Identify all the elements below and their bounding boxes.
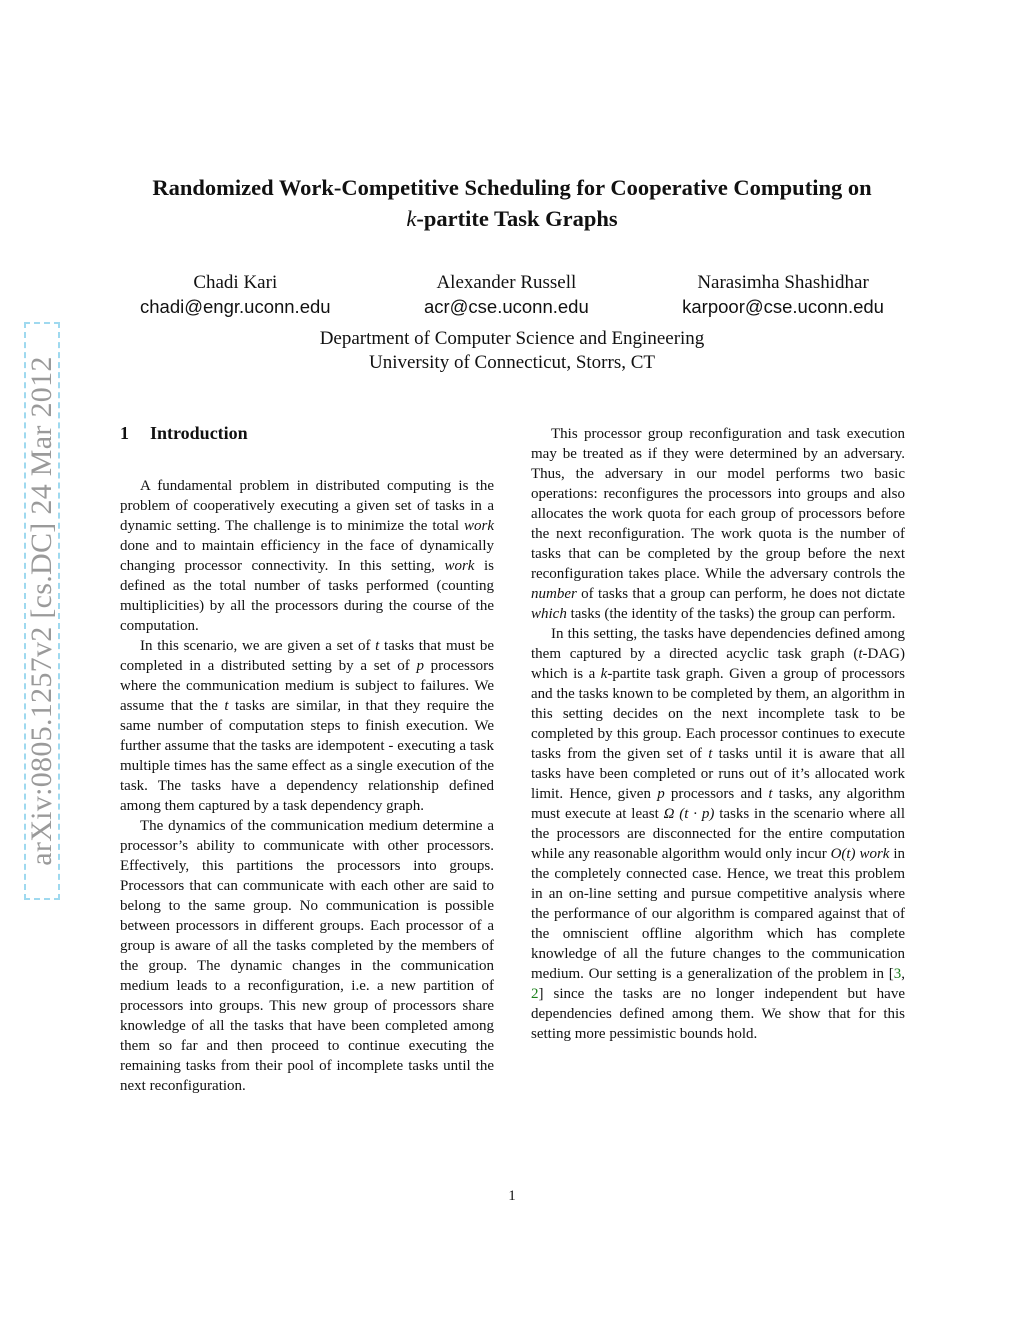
text-run: is defined as the total number of tasks performed (counting multiplicities) by all the processors during the course of the computation. (120, 558, 494, 634)
math-expression: Ω (t · p) (663, 806, 715, 822)
math-variable: p (657, 786, 665, 802)
title-line-1: Randomized Work-Competitive Scheduling for Cooperative Computing on (152, 175, 872, 200)
text-run: tasks are similar, in that they require the same number of computation steps to finish execution. We further assume that the tasks are idempotent - executing a task multiple times has the same effect as a single execution of the task. The tasks have a dependency relationship defined among them captured by a task dependency graph. (120, 698, 494, 814)
author-2 (424, 270, 589, 319)
text-run: tasks (the identity of the tasks) the group can perform. (566, 606, 896, 622)
section-heading (120, 421, 494, 445)
text-run: done and to maintain efficiency in the face of dynamically changing processor connectivity. In this setting, (120, 538, 494, 574)
math-variable: p (416, 658, 424, 674)
text-run: ] since the tasks are no longer independent but have dependencies defined among them. We show that for this setting more pessimistic bounds hold. (531, 986, 905, 1042)
author-list (140, 270, 884, 319)
paragraph (531, 624, 905, 1044)
arxiv-watermark (24, 322, 60, 900)
text-run: processors and (664, 786, 769, 802)
text-run: -DAG) which is a (531, 646, 905, 682)
author-email: karpoor@cse.uconn.edu (682, 296, 884, 317)
paragraph (531, 424, 905, 624)
text-run: tasks in the scenario where all the processors are disconnected for the entire computation while any reasonable algorithm would only incur (531, 806, 905, 862)
math-variable: t (768, 786, 773, 802)
text-run: of tasks that a group can perform, he does not dictate (576, 586, 905, 602)
author-1 (140, 270, 331, 319)
citation-link[interactable]: 2 (531, 986, 539, 1002)
emphasis: work (859, 846, 890, 862)
author-name: Alexander Russell (436, 272, 577, 293)
text-run: processors where the communication medium is subject to failures. We assume that the (120, 658, 494, 714)
math-variable: k (600, 666, 608, 682)
emphasis: work (444, 558, 475, 574)
emphasis: number (531, 586, 577, 602)
affiliation-university: University of Connecticut, Storrs, CT (368, 352, 656, 373)
affiliation-department: Department of Computer Science and Engineering (319, 328, 705, 349)
title-line-2-rest: -partite Task Graphs (416, 206, 618, 231)
author-3 (682, 270, 884, 319)
math-variable: t (224, 698, 229, 714)
author-email: acr@cse.uconn.edu (423, 296, 589, 317)
emphasis: work (464, 518, 494, 534)
citation-link[interactable]: 3 (893, 966, 902, 982)
text-run: , (901, 966, 905, 982)
math-expression: O(t) (830, 846, 856, 862)
section-title: Introduction (150, 423, 248, 443)
math-variable: t (858, 646, 863, 662)
page-number: 1 (508, 1188, 516, 1204)
paragraph (120, 476, 494, 636)
author-name: Narasimha Shashidhar (697, 272, 869, 293)
math-variable: t (375, 638, 380, 654)
text-run: This processor group reconfiguration and task execution may be treated as if they were determined by an adversary. Thus, the adversary in our model performs two basic operations: reconfigures the processors into groups and also allocates the work quota for each group of processors before the next reconfiguration. The work quota is the number of tasks that can be completed by the group before the next reconfiguration takes place. While the adversary controls the (531, 426, 905, 582)
paragraph: The dynamics of the communication medium determine a processor’s ability to communicate with other processors. Effectively, this partitions the processors into groups. Processors that can communicate with each other are said to belong to the same group. No communication is possible between processors in different groups. Each processor of a group is aware of all the tasks completed by the members of the group. The dynamic changes in the communication medium leads to a reconfiguration, i.e. a new partition of processors into groups. This new group of processors share knowledge of all the tasks that have been completed among them so far and then proceed to continue executing the remaining tasks from their pool of incomplete tasks until the next reconfiguration. (120, 818, 494, 1094)
text-run: tasks until it is aware that all tasks have been completed or runs out of it’s allocated work limit. Hence, given (531, 746, 905, 802)
text-run: -partite task graph. Given a group of processors and the tasks known to be completed by them, an algorithm in this setting decides on the next incomplete task to be completed by this group. Each processor continues to execute tasks from the given set of (531, 666, 905, 762)
left-column (120, 421, 494, 1096)
emphasis: which (531, 606, 567, 622)
text-run: tasks that must be completed in a distributed setting by a set of (120, 638, 494, 674)
section-number: 1 (120, 423, 129, 443)
text-run: in the completely connected case. Hence, we treat this problem in an on-line setting and pursue competitive analysis where the performance of our algorithm is compared against that of the omniscient offline algorithm which has complete knowledge of all the future changes to the communication medium. Our setting is a generalization of the problem in [ (531, 846, 905, 982)
affiliation (212, 327, 812, 375)
author-email: chadi@engr.uconn.edu (140, 296, 331, 317)
text-run: tasks, any algorithm must execute at least (531, 786, 906, 822)
right-column (531, 424, 905, 1044)
paper-title (110, 172, 914, 234)
title-variable-k: k (406, 206, 417, 231)
author-name: Chadi Kari (193, 272, 278, 293)
arxiv-id: arXiv:0805.1257v2 [cs.DC] 24 Mar 2012 (25, 356, 58, 866)
title-line-2 (110, 203, 914, 234)
text-run: In this setting, the tasks have dependencies defined among them captured by a directed acyclic task graph ( (531, 626, 905, 662)
text-run: A fundamental problem in distributed computing is the problem of cooperatively executing a given set of tasks in a dynamic setting. The challenge is to minimize the total (120, 478, 494, 534)
math-variable: t (708, 746, 713, 762)
paragraph (120, 636, 494, 816)
text-run: In this scenario, we are given a set of (140, 638, 376, 654)
